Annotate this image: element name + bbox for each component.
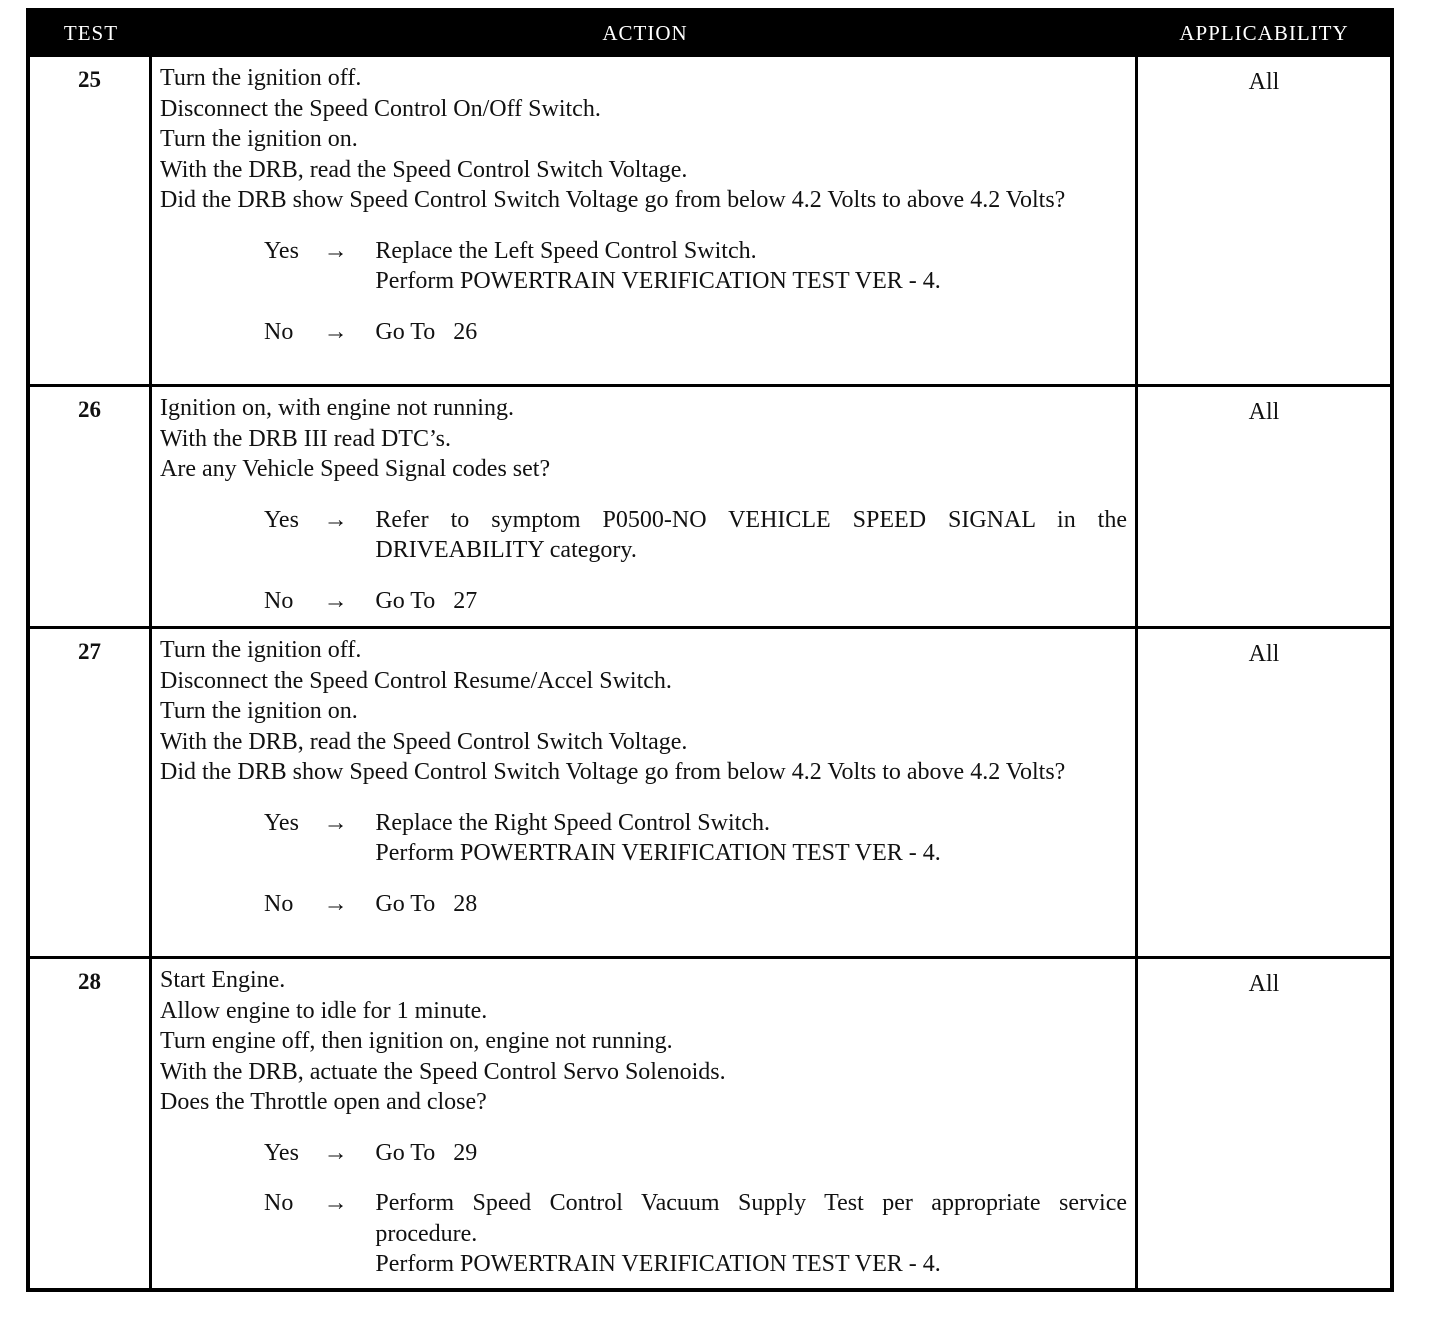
yes-outcome bbox=[160, 808, 1127, 869]
question-text: Did the DRB show Speed Control Switch Voltage go from below 4.2 Volts to above 4.2 Volts? bbox=[160, 759, 1066, 785]
header-action: ACTION bbox=[602, 20, 688, 45]
result-line: Replace the Left Speed Control Switch. bbox=[375, 237, 757, 264]
step-text: Are any Vehicle Speed Signal codes set? bbox=[160, 456, 551, 482]
step-text: Turn the ignition off. bbox=[160, 65, 362, 91]
step-text: Disconnect the Speed Control On/Off Switch. bbox=[160, 95, 601, 122]
step-text: With the DRB, read the Speed Control Switch Voltage. bbox=[160, 728, 688, 755]
yes-outcome bbox=[160, 505, 1127, 566]
step-text: Disconnect the Speed Control Resume/Accel Switch. bbox=[160, 667, 672, 694]
step-text: With the DRB, actuate the Speed Control Servo Solenoids. bbox=[160, 1058, 726, 1085]
header-test: TEST bbox=[63, 20, 119, 45]
diagnostic-table bbox=[26, 8, 1394, 1292]
result-line: Perform POWERTRAIN VERIFICATION TEST VER - 4. bbox=[375, 1251, 941, 1277]
result-line: Perform POWERTRAIN VERIFICATION TEST VER - 4. bbox=[375, 840, 941, 866]
no-result bbox=[375, 1188, 1127, 1280]
yes-result bbox=[375, 1138, 1127, 1169]
no-outcome bbox=[160, 1188, 1127, 1280]
test-number: 27 bbox=[30, 629, 152, 956]
yes-outcome bbox=[160, 236, 1127, 297]
no-label: No bbox=[264, 318, 294, 345]
no-label: No bbox=[264, 587, 294, 614]
arrow-icon: → bbox=[323, 890, 348, 917]
yes-label: Yes bbox=[264, 506, 299, 533]
applicability-cell: All bbox=[1248, 641, 1280, 667]
step-text: Allow engine to idle for 1 minute. bbox=[160, 997, 488, 1024]
step-text: Turn engine off, then ignition on, engine not running. bbox=[160, 1028, 673, 1054]
arrow-icon: → bbox=[323, 506, 348, 533]
result-line: Replace the Right Speed Control Switch. bbox=[375, 809, 770, 836]
yes-outcome bbox=[160, 1138, 1127, 1169]
test-number: 28 bbox=[30, 959, 152, 1289]
arrow-icon: → bbox=[323, 1139, 348, 1166]
step-text: Turn the ignition on. bbox=[160, 126, 358, 152]
action-cell bbox=[152, 387, 1138, 626]
yes-result bbox=[375, 808, 1127, 869]
applicability-cell: All bbox=[1248, 399, 1280, 425]
result-line: Go To 28 bbox=[375, 890, 478, 917]
no-outcome bbox=[160, 317, 1127, 348]
arrow-icon: → bbox=[323, 318, 348, 345]
header-applicability: APPLICABILITY bbox=[1179, 20, 1349, 45]
result-line: Go To 26 bbox=[375, 318, 478, 345]
table-row bbox=[30, 54, 1390, 384]
action-cell bbox=[152, 629, 1138, 956]
arrow-icon: → bbox=[323, 809, 348, 836]
yes-result bbox=[375, 505, 1127, 566]
no-result bbox=[375, 889, 1127, 920]
step-text: Turn the ignition on. bbox=[160, 698, 358, 724]
result-line: Perform POWERTRAIN VERIFICATION TEST VER - 4. bbox=[375, 268, 941, 294]
no-outcome bbox=[160, 889, 1127, 920]
action-cell bbox=[152, 959, 1138, 1289]
step-text: Start Engine. bbox=[160, 967, 286, 993]
no-outcome bbox=[160, 586, 1127, 617]
arrow-icon: → bbox=[323, 1190, 348, 1216]
table-row bbox=[30, 626, 1390, 956]
table-row bbox=[30, 384, 1390, 626]
applicability-cell: All bbox=[1248, 69, 1280, 95]
yes-label: Yes bbox=[264, 1139, 299, 1166]
yes-label: Yes bbox=[264, 809, 299, 836]
test-number: 26 bbox=[30, 387, 152, 626]
action-cell bbox=[152, 57, 1138, 384]
test-number: 25 bbox=[30, 57, 152, 384]
step-text: Turn the ignition off. bbox=[160, 637, 362, 663]
no-result bbox=[375, 317, 1127, 348]
arrow-icon: → bbox=[323, 587, 348, 614]
result-line: Go To 29 bbox=[375, 1139, 478, 1166]
step-text: With the DRB III read DTC’s. bbox=[160, 425, 451, 452]
applicability-cell: All bbox=[1248, 971, 1280, 997]
step-text: Does the Throttle open and close? bbox=[160, 1089, 487, 1115]
arrow-icon: → bbox=[323, 237, 348, 264]
result-line: Refer to symptom P0500-NO VEHICLE SPEED SIGNAL in the DRIVEABILITY category. bbox=[375, 506, 1127, 563]
yes-label: Yes bbox=[264, 237, 299, 264]
step-text: Ignition on, with engine not running. bbox=[160, 395, 514, 421]
table-header bbox=[30, 12, 1390, 54]
result-line: Perform Speed Control Vacuum Supply Test per appropriate service procedure. bbox=[375, 1190, 1127, 1247]
step-text: With the DRB, read the Speed Control Switch Voltage. bbox=[160, 156, 688, 183]
question-text: Did the DRB show Speed Control Switch Voltage go from below 4.2 Volts to above 4.2 Volts? bbox=[160, 187, 1066, 213]
result-line: Go To 27 bbox=[375, 587, 478, 614]
no-result bbox=[375, 586, 1127, 617]
table-row bbox=[30, 956, 1390, 1289]
no-label: No bbox=[264, 890, 294, 917]
yes-result bbox=[375, 236, 1127, 297]
no-label: No bbox=[264, 1190, 294, 1216]
